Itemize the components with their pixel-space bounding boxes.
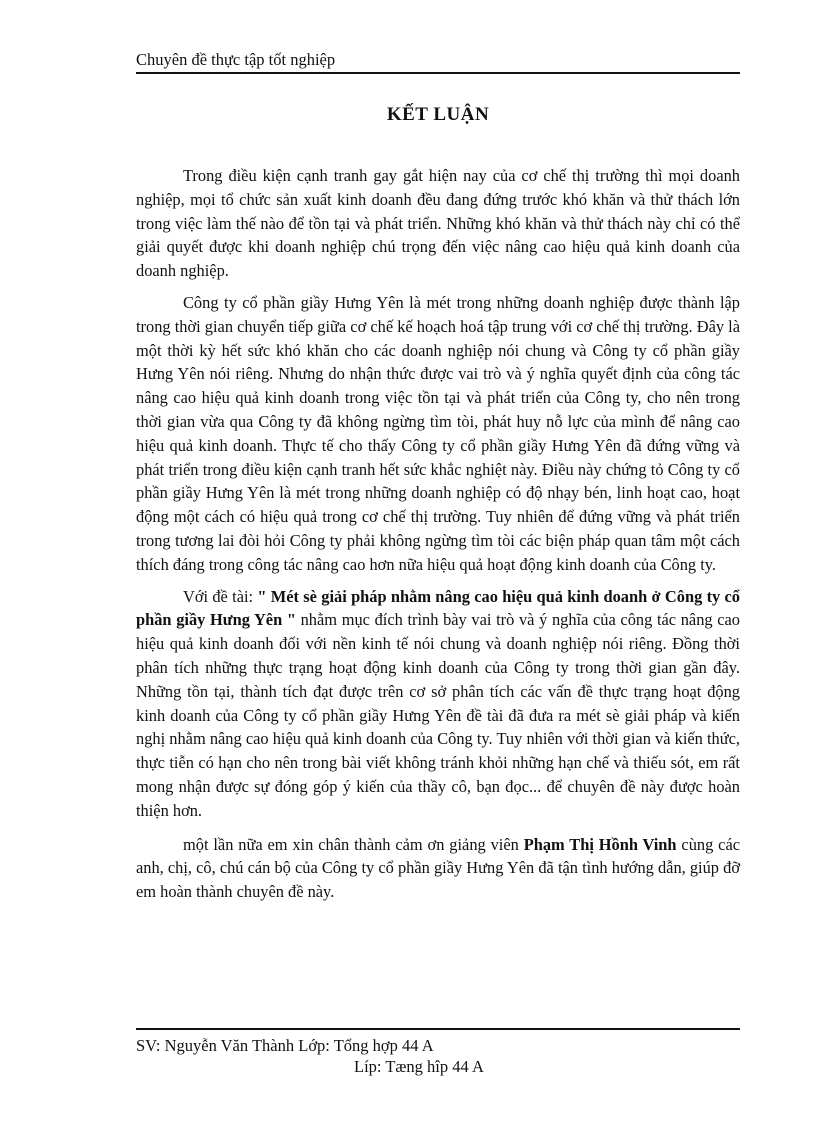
footer-line-2: Líp: Tæng hîp 44 A — [354, 1057, 484, 1076]
paragraph-4-lead: một lần nữa em xin chân thành cảm ơn giảng viên — [183, 834, 524, 854]
header-text: Chuyên đề thực tập tốt nghiệp — [136, 50, 336, 69]
footer-line-1: SV: Nguyễn Văn Thành Lớp: Tổng hợp 44 A — [136, 1036, 434, 1055]
page-footer — [136, 1028, 740, 1077]
paragraph-3-lead: Với đề tài: — [183, 586, 258, 606]
thesis-title: " Mét sè giải pháp nhằm nâng cao hiệu quả kinh doanh ở Công ty cổ phần giầy Hưng Yên " — [136, 586, 741, 630]
body-text — [136, 164, 740, 912]
page-title: KẾT LUẬN — [386, 104, 490, 125]
paragraph-3-rest: nhằm mục đích trình bày vai trò và ý nghĩa của công tác nâng cao hiệu quả kinh doanh đối với nền kinh tế nói chung và doanh nghiệp nói riêng. Đồng thời phân tích những thực trạng hoạt động kinh doanh của Công ty trong thời gian gần đây. Những tồn tại, thành tích đạt được trên cơ sở phân tích các vấn đề thực trạng hoạt động kinh doanh của Công ty cổ phần giầy Hưng Yên đề tài đã đưa ra mét sè giải pháp và kiến nghị nhằm nâng cao hiệu quả kinh doanh của Công ty. Tuy nhiên với thời gian và kiến thức, thực tiễn có hạn cho nên trong bài viết không tránh khỏi những hạn chế và thiếu sót, em rất mong nhận được sự đóng góp ý kiến của thầy cô, bạn đọc... để chuyên đề này được hoàn thiện hơn. — [136, 610, 740, 820]
paragraph-4-rest: cùng các anh, chị, cô, chú cán bộ của Công ty cổ phần giầy Hưng Yên đã tận tình hướng dẫn, giúp đỡ em hoàn thành chuyên đề này. — [136, 834, 740, 902]
advisor-name: Phạm Thị Hồnh Vinh — [523, 834, 677, 854]
paragraph-1: Trong điều kiện cạnh tranh gay gắt hiện nay của cơ chế thị trường thì mọi doanh nghiệp, mọi tổ chức sản xuất kinh doanh đều đang đứng trước khó khăn và thử thách lớn trong việc làm thế nào để tồn tại và phát triển. Những khó khăn và thử thách này chỉ có thể giải quyết được khi doanh nghiệp chú trọng đến việc nâng cao hiệu quả kinh doanh của doanh nghiệp. — [136, 166, 740, 281]
paragraph-2: Công ty cổ phần giầy Hưng Yên là mét trong những doanh nghiệp được thành lập trong thời gian chuyển tiếp giữa cơ chế kế hoạch hoá tập trung với cơ chế thị trường. Đây là một thời kỳ hết sức khó khăn cho các doanh nghiệp nói chung và Công ty cổ phần giầy Hưng Yên nói riêng. Nhưng do nhận thức được vai trò và ý nghĩa quyết định của công tác nâng cao hiệu quả kinh doanh trong việc tồn tại và phát triển của Công ty, cho nên trong thời gian vừa qua Công ty đã không ngừng tìm tòi, phát huy nỗ lực của mình để nâng cao hiệu quả kinh doanh. Thực tế cho thấy Công ty cổ phần giầy Hưng Yên đã đứng vững và phát triển trong điều kiện cạnh tranh hết sức khắc nghiệt này. Điều này chứng tỏ Công ty cổ phần giầy Hưng Yên là mét trong những doanh nghiệp có độ nhạy bén, linh hoạt cao, hoạt động một cách có hiệu quả trong cơ chế thị trường. Tuy nhiên để đứng vững và phát triển trong tương lai đòi hỏi Công ty phải không ngừng tìm tòi các biện pháp quan tâm một cách thích đáng trong công tác nâng cao hơn nữa hiệu quả hoạt động kinh doanh của Công ty. — [136, 292, 740, 574]
paragraph-4 — [136, 833, 740, 904]
page-header — [136, 50, 740, 74]
paragraph-3 — [136, 585, 740, 823]
